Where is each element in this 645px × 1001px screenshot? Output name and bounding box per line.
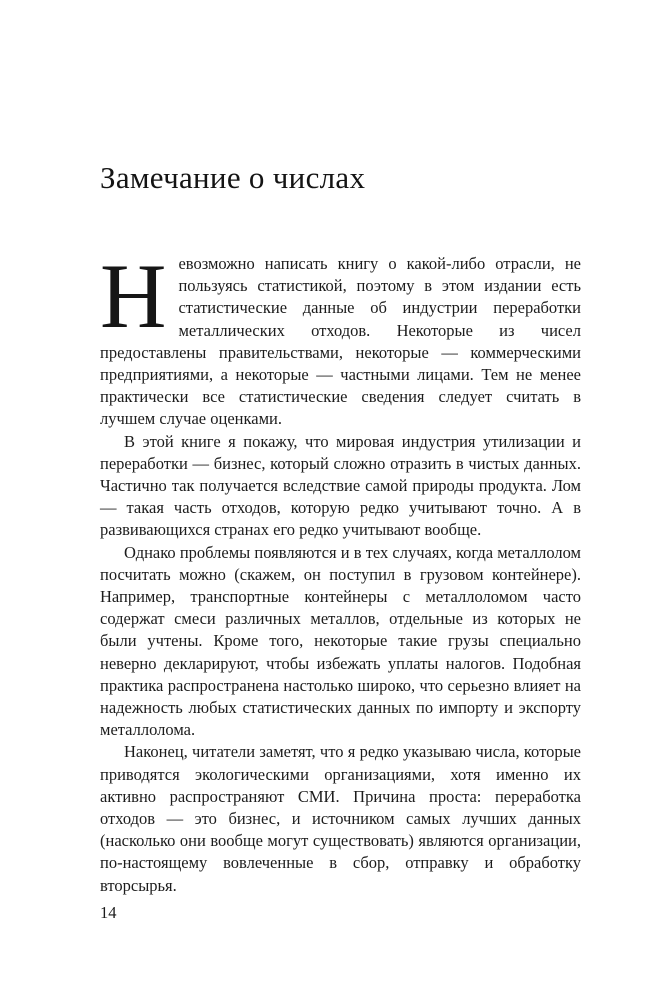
body-text [100, 245, 581, 897]
chapter-title: Замечание о числах [100, 160, 366, 195]
paragraph-3: Однако проблемы появляются и в тех случаях, когда металлолом посчитать можно (скажем, он поступил в грузовом контейнере). Например, транспортные контейнеры с металлоломом часто содержат смеси различных металлов, отдельные из которых не были учтены. Кроме того, некоторые такие грузы специально неверно декларируют, чтобы избежать уплаты налогов. Подобная практика распространена настолько широко, что серьезно влияет на надежность любых статистических данных по импорту и экспорту металлолома. [100, 542, 581, 740]
paragraph-2: В этой книге я покажу, что мировая индустрия утилизации и переработки — бизнес, который сложно отразить в чистых данных. Частично так получается вследствие самой природы продукта. Лом — такая часть отходов, которую редко учитывают точно. А в развивающихся странах его редко учитывают вообще. [100, 431, 581, 540]
text-column [100, 0, 581, 897]
paragraph-4: Наконец, читатели заметят, что я редко указываю числа, которые приводятся экологическими организациями, хотя именно их активно распространяют СМИ. Причина проста: переработка отходов — это бизнес, и источником самых лучших данных (насколько они вообще могут существовать) являются организации, по-настоящему вовлеченные в сбор, отправку и обработку вторсырья. [100, 742, 581, 895]
paragraph-1 [100, 245, 581, 431]
paragraph-1-text: евозможно написать книгу о какой-либо отрасли, не пользуясь статистикой, поэтому в этом издании есть статистические данные об индустрии переработки металлических отходов. Некоторые из чисел предоставлены правительствами, некоторые — коммерческими предприятиями, а некоторые — частными лицами. Тем не менее практически все статистические сведения следует считать в лучшем случае оценками. [100, 254, 581, 429]
drop-cap: Н [100, 245, 167, 347]
page-number: 14 [100, 903, 117, 922]
